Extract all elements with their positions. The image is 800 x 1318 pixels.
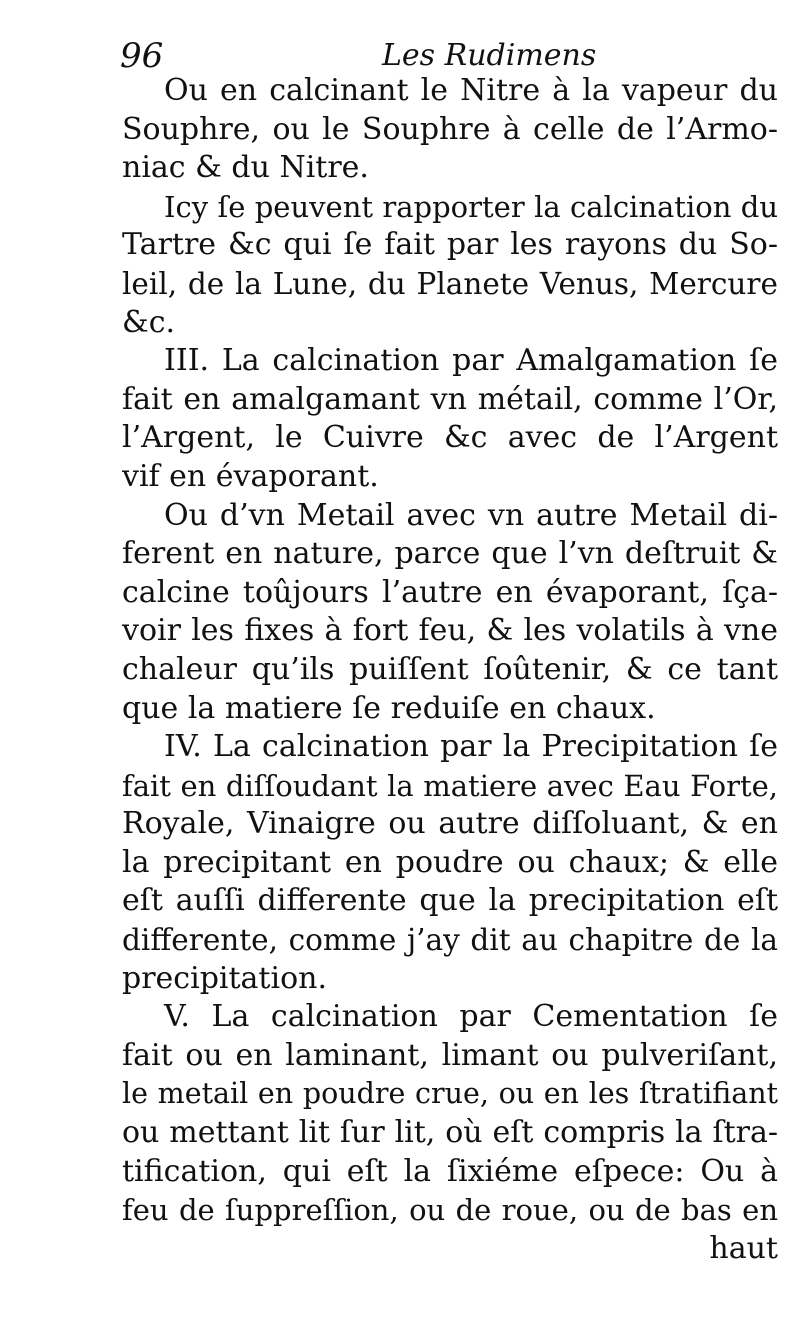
text-line: feu de ſuppreſſion, ou de roue, ou de bas en	[122, 1193, 778, 1228]
text-line: ou mettant lit ſur lit, où eſt compris la ſtra-	[122, 1115, 778, 1151]
text-line: fait en diſſoudant la matiere avec Eau Forte,	[122, 768, 778, 803]
text-line: tification, qui eſt la ſixiéme eſpece: Ou à	[122, 1153, 778, 1189]
text-line: que la matiere ſe reduiſe en chaux.	[122, 690, 656, 726]
text-line: Souphre, ou le Souphre à celle de l’Armo-	[122, 111, 778, 147]
text-line: Ou en calcinant le Nitre à la vapeur du	[164, 73, 778, 108]
text-line: la precipitant en poudre ou chaux; & elle	[122, 844, 778, 880]
text-line: IV. La calcination par la Precipitation ſe	[164, 729, 778, 765]
text-line: vif en évaporant.	[122, 458, 379, 494]
text-line: Royale, Vinaigre ou autre diſſoluant, & en	[122, 806, 778, 842]
text-line: differente, comme j’ay dit au chapitre de la	[122, 923, 778, 958]
running-head: Les Rudimens	[382, 38, 597, 73]
catchword: haut	[709, 1230, 778, 1266]
text-line: III. La calcination par Amalgamation ſe	[164, 343, 778, 379]
text-line: l’Argent, le Cuivre &c avec de l’Argent	[122, 420, 778, 456]
text-line: eſt auſſi differente que la precipitation eſt	[122, 883, 778, 919]
text-line: ferent en nature, parce que l’vn deſtruit &	[122, 536, 778, 572]
text-line: fait ou en laminant, limant ou pulveriſant,	[122, 1037, 778, 1073]
text-line: Icy ſe peuvent rapporter la calcination du	[164, 189, 778, 224]
page-number: 96	[120, 36, 164, 76]
text-line: V. La calcination par Cementation ſe	[164, 999, 778, 1035]
text-line: fait en amalgamant vn métail, comme l’Or,	[122, 381, 778, 417]
body-text	[122, 72, 778, 1268]
text-line: niac & du Nitre.	[122, 150, 369, 186]
text-line: Tartre &c qui ſe fait par les rayons du So-	[122, 227, 778, 263]
page-header	[120, 36, 780, 76]
text-line: calcine toûjours l’autre en évaporant, ſça-	[122, 574, 778, 610]
text-line: &c.	[122, 304, 176, 340]
text-line: le metail en poudre crue, ou en les ſtratifiant	[122, 1077, 778, 1111]
text-line: chaleur qu’ils puiſſent ſoûtenir, & ce tant	[122, 651, 778, 687]
text-line: Ou d’vn Metail avec vn autre Metail di-	[164, 497, 778, 533]
text-line: leil, de la Lune, du Planete Venus, Mercure	[122, 266, 778, 301]
text-line: precipitation.	[122, 960, 328, 996]
text-line: voir les fixes à fort feu, & les volatils à vne	[122, 613, 778, 649]
